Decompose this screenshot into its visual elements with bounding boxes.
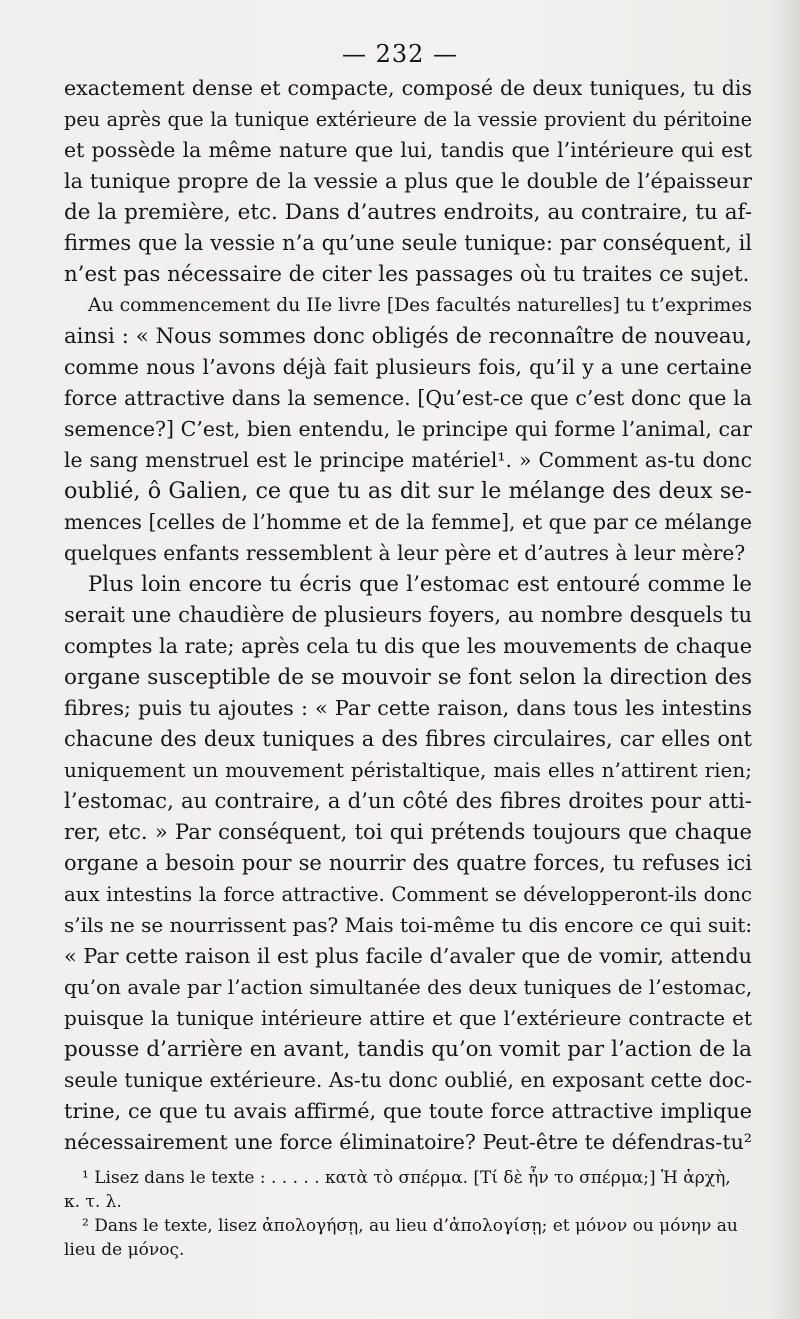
- text-line: semence?] C’est, bien entendu, le principe qui forme l’animal, car: [64, 417, 752, 441]
- text-line: mences [celles de l’homme et de la femme], et que par ce mélange: [64, 510, 752, 534]
- text-line: oublié, ô Galien, ce que tu as dit sur le mélange des deux se-: [64, 478, 752, 504]
- text-line: comptes la rate; après cela tu dis que les mouvements de chaque: [64, 634, 752, 658]
- text-line: et possède la même nature que lui, tandis que l’intérieure qui est: [64, 138, 752, 162]
- text-line: force attractive dans la semence. [Qu’est-ce que c’est donc que la: [64, 386, 752, 410]
- page-edge-shadow: [770, 0, 800, 1319]
- text-line: pousse d’arrière en avant, tandis qu’on vomit par l’action de la: [64, 1037, 752, 1062]
- footnote-line: κ. τ. λ.: [64, 1192, 122, 1212]
- text-line: Plus loin encore tu écris que l’estomac est entouré comme le: [88, 572, 752, 597]
- text-line: quelques enfants ressemblent à leur père et d’autres à leur mère?: [64, 541, 746, 565]
- text-line: puisque la tunique intérieure attire et que l’extérieure contracte et: [64, 1006, 752, 1030]
- text-line: ainsi : « Nous sommes donc obligés de reconnaître de nouveau,: [64, 324, 752, 349]
- text-line: de la première, etc. Dans d’autres endroits, au contraire, tu af-: [64, 200, 752, 225]
- text-line: qu’on avale par l’action simultanée des deux tuniques de l’estomac,: [64, 975, 753, 999]
- body-text: [64, 73, 752, 1158]
- footnote-line: lieu de μόνος.: [64, 1240, 185, 1260]
- text-line: serait une chaudière de plusieurs foyers, au nombre desquels tu: [64, 603, 752, 627]
- footnote-line: ¹ Lisez dans le texte : . . . . . κατὰ τὸ σπέρμα. [Τί δὲ ἦν το σπέρμα;] Ἡ ἀρχὴ,: [82, 1168, 731, 1188]
- text-line: fibres; puis tu ajoutes : « Par cette raison, dans tous les intestins: [64, 696, 752, 720]
- text-line: uniquement un mouvement péristaltique, mais elles n’attirent rien;: [64, 758, 752, 782]
- paragraph-2: [64, 290, 752, 569]
- text-line: « Par cette raison il est plus facile d’avaler que de vomir, attendu: [64, 944, 752, 968]
- text-line: rer, etc. » Par conséquent, toi qui prétends toujours que chaque: [64, 820, 752, 844]
- footnote-1: [64, 1166, 754, 1214]
- text-line: comme nous l’avons déjà fait plusieurs fois, qu’il y a une certaine: [64, 355, 752, 379]
- text-line: organe susceptible de se mouvoir se font selon la direction des: [64, 665, 752, 690]
- text-line: aux intestins la force attractive. Comment se développeront-ils donc: [64, 883, 752, 906]
- footnote-line: ² Dans le texte, lisez ἀπολογήσῃ, au lieu d’ἀπολογίσῃ; et μόνον ou μόνην au: [82, 1216, 738, 1236]
- text-line: la tunique propre de la vessie a plus que le double de l’épaisseur: [64, 169, 752, 193]
- text-line: trine, ce que tu avais affirmé, que toute force attractive implique: [64, 1099, 752, 1123]
- text-line: peu après que la tunique extérieure de la vessie provient du péritoine: [64, 108, 752, 131]
- paragraph-1: [64, 73, 752, 290]
- text-line: s’ils ne se nourrissent pas? Mais toi-même tu dis encore ce qui suit:: [64, 913, 753, 937]
- text-line: organe a besoin pour se nourrir des quatre forces, tu refuses ici: [64, 851, 752, 875]
- text-line: chacune des deux tuniques a des fibres circulaires, car elles ont: [64, 727, 752, 751]
- text-line: n’est pas nécessaire de citer les passages où tu traites ce sujet.: [64, 262, 750, 287]
- text-line: le sang menstruel est le principe matériel¹. » Comment as-tu donc: [64, 448, 752, 472]
- text-line: firmes que la vessie n’a qu’une seule tunique: par conséquent, il: [64, 231, 752, 255]
- page-number: — 232 —: [341, 40, 459, 68]
- text-line: Au commencement du IIe livre [Des facultés naturelles] tu t’exprimes: [88, 295, 752, 316]
- text-line: exactement dense et compacte, composé de deux tuniques, tu dis: [64, 76, 752, 100]
- footnotes: [64, 1166, 754, 1262]
- footnote-2: [64, 1214, 754, 1262]
- paragraph-3: [64, 569, 752, 1158]
- text-line: l’estomac, au contraire, a d’un côté des fibres droites pour atti-: [64, 789, 752, 814]
- text-line: nécessairement une force éliminatoire? Peut-être te défendras-tu²: [64, 1130, 752, 1154]
- text-line: seule tunique extérieure. As-tu donc oublié, en exposant cette doc-: [64, 1068, 752, 1092]
